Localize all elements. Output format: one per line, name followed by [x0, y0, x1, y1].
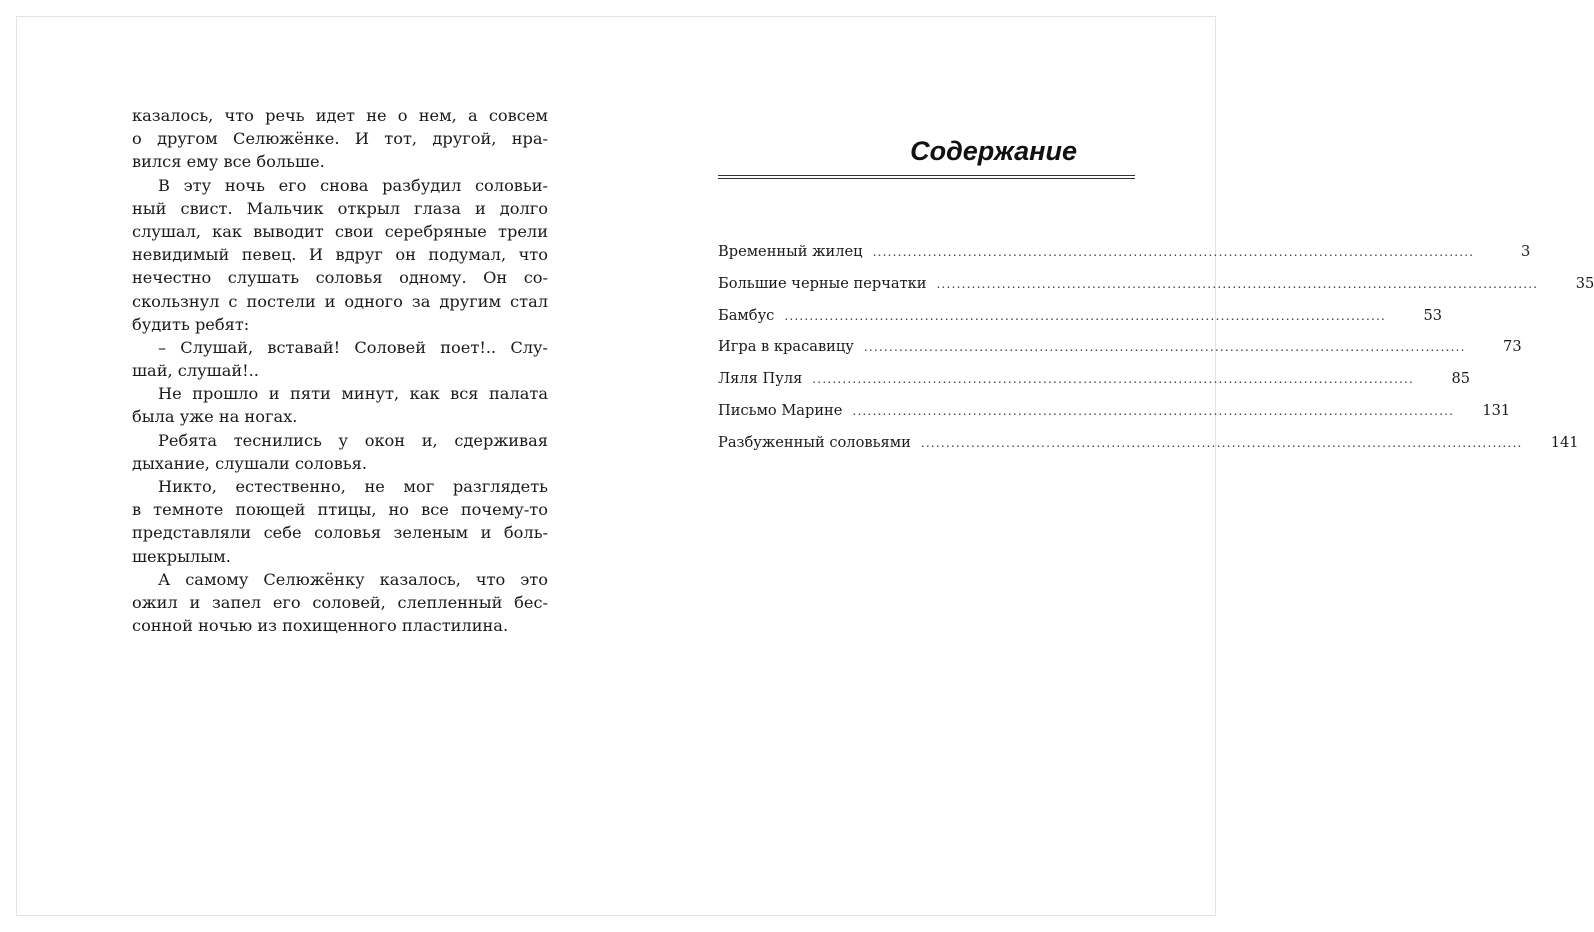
- text-line: вился ему все больше.: [132, 152, 325, 172]
- toc-dot-leader: ........................................................................................................................: [812, 372, 1415, 387]
- text-line: шекрылым.: [132, 546, 231, 566]
- toc-entry-title: Большие черные перчатки: [718, 274, 927, 292]
- text-line: Не прошло и пяти минут, как вся палата: [158, 384, 548, 404]
- text-line: была уже на ногах.: [132, 407, 298, 427]
- toc-dot-leader: ........................................................................................................................: [920, 435, 1523, 450]
- toc-entry-page: 85: [1451, 370, 1471, 388]
- toc-entry-page: 3: [1521, 243, 1531, 260]
- text-line: шай, слушай!..: [132, 361, 259, 381]
- text-line: В эту ночь его снова разбудил соловьи-: [158, 175, 548, 195]
- text-line: о другом Селюжёнке. И тот, другой, нра-: [132, 129, 548, 149]
- text-line: – Слушай, вставай! Соловей поет!.. Слу-: [158, 337, 548, 357]
- toc-entry: [718, 337, 1522, 369]
- book-spread: [16, 16, 1594, 916]
- text-line: А самому Селюжёнку казалось, что это: [158, 569, 548, 589]
- text-line: ный свист. Мальчик открыл глаза и долго: [132, 198, 548, 218]
- text-line: дыхание, слушали соловья.: [132, 453, 367, 473]
- text-line: нечестно слушать соловья одному. Он со-: [132, 268, 548, 288]
- toc-entry: [718, 369, 1471, 401]
- toc-entry: [718, 242, 1531, 274]
- toc-entry-title: Игра в красавицу: [718, 338, 854, 356]
- toc-dot-leader: ........................................................................................................................: [936, 276, 1539, 291]
- toc-entry-title: Письмо Марине: [718, 401, 843, 419]
- toc-entry-page: 35: [1575, 274, 1594, 292]
- text-line: слушал, как выводит свои серебряные трели: [132, 221, 548, 241]
- title-double-rule: [718, 175, 1135, 179]
- text-line: казалось, что речь идет не о нем, а совсем: [132, 106, 548, 125]
- text-line: Никто, естественно, не мог разглядеть: [158, 477, 548, 496]
- text-line: скользнул с постели и одного за другим стал: [132, 291, 548, 311]
- contents-title: Содержание: [910, 136, 1077, 166]
- text-line: ожил и запел его соловей, слепленный бес-: [132, 592, 548, 612]
- toc-dot-leader: ........................................................................................................................: [852, 403, 1455, 418]
- toc-entry: [718, 433, 1579, 465]
- toc-entry-page: 53: [1423, 306, 1443, 324]
- toc-entry-title: Разбуженный соловьями: [718, 433, 911, 451]
- toc-entry-page: 141: [1550, 433, 1579, 451]
- toc-dot-leader: ........................................................................................................................: [863, 340, 1466, 355]
- text-line: невидимый певец. И вдруг он подумал, что: [132, 245, 548, 265]
- toc-entry-page: 131: [1482, 401, 1511, 419]
- text-line: будить ребят:: [132, 314, 250, 334]
- toc-entry: [718, 274, 1594, 306]
- left-page-text: [132, 104, 548, 637]
- text-line: сонной ночью из похищенного пластилина.: [132, 616, 509, 636]
- text-line: представляли себе соловья зеленым и боль-: [132, 523, 548, 543]
- toc-entry: [718, 401, 1511, 433]
- toc-entry-title: Временный жилец: [718, 243, 863, 260]
- right-page-contents: [718, 132, 1594, 465]
- toc-dot-leader: ........................................................................................................................: [872, 245, 1475, 259]
- toc-entry-title: Ляля Пуля: [718, 370, 803, 388]
- text-line: Ребята теснились у окон и, сдерживая: [158, 430, 548, 450]
- toc-dot-leader: ........................................................................................................................: [784, 308, 1387, 323]
- text-line: в темноте поющей птицы, но все почему-то: [132, 500, 548, 520]
- table-of-contents: [718, 242, 1594, 465]
- toc-entry-page: 73: [1503, 338, 1522, 356]
- toc-entry: [718, 306, 1443, 338]
- toc-entry-title: Бамбус: [718, 306, 775, 324]
